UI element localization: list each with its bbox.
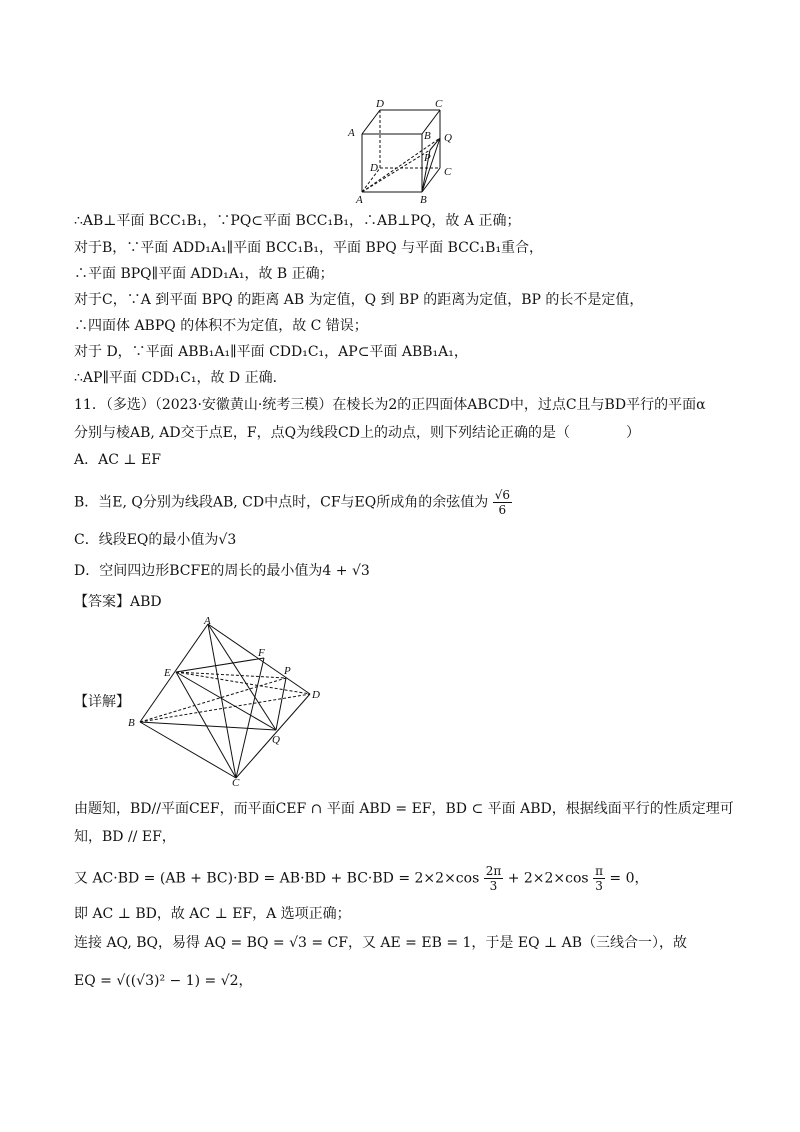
solution-line-1: 由题知，BD//平面CEF，而平面CEF ∩ 平面 ABD = EF，BD ⊂ 平面 ABD，根据线面平行的性质定理可	[74, 801, 734, 817]
solution-line-3-end: = 0，	[609, 870, 649, 887]
label-Q: Q	[272, 734, 280, 746]
label-F: F	[258, 647, 265, 659]
question-11-line-1: 11．（多选）（2023·安徽黄山·统考三模）在棱长为2的正四面体ABCD中，过点C且与BD平行的平面α	[74, 397, 706, 413]
label-A: A	[204, 615, 211, 627]
label-C1: C	[435, 98, 443, 110]
label-Q: Q	[444, 132, 452, 144]
label-D1: D	[376, 98, 384, 110]
cube-figure	[340, 96, 470, 206]
text-line-5: ∴四面体 ABPQ 的体积不为定值，故 C 错误；	[74, 318, 368, 334]
text-line-6: 对于 D，∵平面 ABB₁A₁∥平面 CDD₁C₁，AP⊂平面 ABB₁A₁，	[74, 344, 468, 360]
text-line-4: 对于C，∵A 到平面 BPQ 的距离 AB 为定值，Q 到 BP 的距离为定值，BP 的长不是定值，	[74, 292, 644, 308]
option-b-fraction	[493, 488, 512, 517]
text-line-7: ∴AP∥平面 CDD₁C₁，故 D 正确．	[74, 370, 287, 386]
tetrahedron-figure	[126, 614, 326, 786]
solution-line-5: 连接 AQ, BQ，易得 AQ = BQ = √3 = CF，又 AE = EB = 1，于是 EQ ⊥ AB（三线合一），故	[74, 935, 688, 951]
solution-line-3-pre: 又 AC·BD = (AB + BC)·BD = AB·BD + BC·BD = 2×2×cos	[74, 870, 480, 887]
label-B: B	[128, 717, 135, 729]
label-B: B	[420, 194, 427, 206]
label-C: C	[232, 777, 240, 786]
solution-line-4: 即 AC ⊥ BD，故 AC ⊥ EF，A 选项正确；	[74, 906, 351, 922]
text-line-2: 对于B，∵平面 ADD₁A₁∥平面 BCC₁B₁，平面 BPQ 与平面 BCC₁B₁重合，	[74, 240, 544, 256]
label-P: P	[284, 665, 291, 677]
fraction-pi-3-den: 3	[595, 879, 603, 893]
question-11-line-2: 分别与棱AB, AD交于点E，F，点Q为线段CD上的动点，则下列结论正确的是（ ）	[74, 425, 640, 441]
solution-line-6: EQ = √((√3)² − 1) = √2，	[74, 973, 253, 989]
option-b-numerator: √6	[494, 488, 510, 502]
option-b	[74, 488, 512, 517]
label-D: D	[312, 689, 320, 701]
label-A: A	[356, 194, 363, 206]
label-E: E	[164, 667, 171, 679]
text-line-1: ∴AB⊥平面 BCC₁B₁，∵PQ⊂平面 BCC₁B₁，∴AB⊥PQ，故 A 正确；	[74, 213, 521, 229]
fraction-2pi-3-den: 3	[489, 879, 498, 893]
option-c: C．线段EQ的最小值为√3	[74, 532, 237, 548]
solution-line-3-mid: + 2×2×cos	[507, 870, 589, 887]
option-b-denominator: 6	[498, 503, 507, 517]
option-d: D．空间四边形BCFE的周长的最小值为4 + √3	[74, 563, 370, 579]
answer: 【答案】ABD	[74, 594, 162, 610]
solution-line-3	[74, 864, 649, 893]
label-C: C	[444, 166, 452, 178]
label-A1: A	[348, 127, 355, 139]
label-B1: B	[424, 130, 431, 142]
text-line-3: ∴平面 BPQ∥平面 ADD₁A₁，故 B 正确；	[74, 266, 334, 282]
option-a: A．AC ⊥ EF	[74, 452, 161, 468]
fraction-2pi-3	[484, 864, 504, 893]
solution-line-2: 知，BD // EF，	[74, 829, 176, 845]
option-b-text: B．当E, Q分别为线段AB, CD中点时，CF与EQ所成角的余弦值为	[74, 494, 489, 511]
label-P: P	[424, 152, 431, 164]
fraction-pi-3-num: π	[595, 864, 603, 878]
detail-label: 【详解】	[74, 694, 130, 710]
fraction-pi-3	[593, 864, 605, 893]
label-D: D	[370, 162, 378, 174]
fraction-2pi-3-num: 2π	[485, 864, 502, 878]
